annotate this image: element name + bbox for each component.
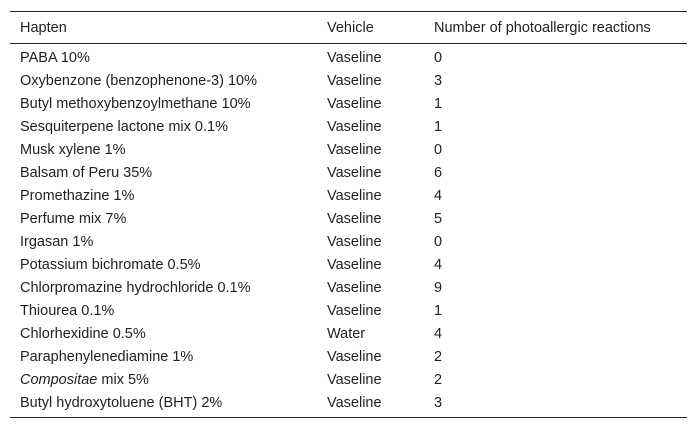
cell-hapten: Paraphenylenediamine 1%: [20, 348, 194, 365]
cell-reactions: 0: [434, 49, 443, 66]
cell-reactions: 3: [434, 394, 443, 411]
cell-reactions: 6: [434, 164, 443, 181]
cell-reactions: 9: [434, 279, 443, 296]
cell-vehicle: Vaseline: [327, 72, 382, 89]
cell-hapten: Sesquiterpene lactone mix 0.1%: [20, 118, 228, 135]
table-row: [10, 44, 687, 70]
table-row: [10, 253, 687, 276]
table-row: [10, 138, 687, 161]
header-reactions: Number of photoallergic reactions: [434, 19, 651, 36]
cell-vehicle: Vaseline: [327, 371, 382, 388]
cell-hapten: Chlorpromazine hydrochloride 0.1%: [20, 279, 251, 296]
table-row: [10, 69, 687, 92]
cell-hapten: Irgasan 1%: [20, 233, 94, 250]
haptens-table: [10, 11, 687, 418]
cell-hapten: Butyl hydroxytoluene (BHT) 2%: [20, 394, 223, 411]
cell-reactions: 2: [434, 348, 443, 365]
cell-vehicle: Vaseline: [327, 302, 382, 319]
cell-vehicle: Vaseline: [327, 256, 382, 273]
cell-reactions: 0: [434, 141, 443, 158]
cell-reactions: 4: [434, 325, 443, 342]
table-header-row: [10, 12, 687, 44]
cell-hapten: [10, 368, 317, 391]
cell-hapten: PABA 10%: [20, 49, 90, 66]
cell-reactions: 2: [434, 371, 443, 388]
cell-reactions: 4: [434, 256, 443, 273]
cell-reactions: 1: [434, 118, 443, 135]
cell-hapten: Thiourea 0.1%: [20, 302, 115, 319]
cell-reactions: 1: [434, 302, 443, 319]
cell-vehicle: Vaseline: [327, 164, 382, 181]
table-row: [10, 115, 687, 138]
table-row: [10, 322, 687, 345]
cell-hapten: Potassium bichromate 0.5%: [20, 256, 201, 273]
cell-reactions: 4: [434, 187, 443, 204]
table-row: [10, 345, 687, 368]
table-row: [10, 184, 687, 207]
table-row: [10, 207, 687, 230]
header-hapten: Hapten: [20, 19, 67, 36]
cell-reactions: 5: [434, 210, 443, 227]
cell-reactions: 0: [434, 233, 443, 250]
cell-vehicle: Vaseline: [327, 233, 382, 250]
cell-vehicle: Vaseline: [327, 141, 382, 158]
cell-vehicle: Water: [327, 325, 366, 342]
cell-hapten: Promethazine 1%: [20, 187, 135, 204]
table-row: [10, 368, 687, 391]
cell-hapten: Butyl methoxybenzoylmethane 10%: [20, 95, 251, 112]
hapten-italic-part: Compositae: [20, 371, 98, 388]
cell-vehicle: Vaseline: [327, 394, 382, 411]
hapten-rest-part: mix 5%: [97, 371, 149, 388]
cell-vehicle: Vaseline: [327, 210, 382, 227]
cell-reactions: 3: [434, 72, 443, 89]
cell-reactions: 1: [434, 95, 443, 112]
table-row: [10, 92, 687, 115]
table-row: [10, 299, 687, 322]
table-row: [10, 276, 687, 299]
table-row: [10, 230, 687, 253]
table-row: [10, 391, 687, 418]
cell-vehicle: Vaseline: [327, 348, 382, 365]
header-vehicle: Vehicle: [327, 19, 374, 36]
cell-vehicle: Vaseline: [327, 49, 382, 66]
cell-vehicle: Vaseline: [327, 187, 382, 204]
table-row: [10, 161, 687, 184]
haptens-table-container: [10, 11, 687, 418]
cell-hapten: Oxybenzone (benzophenone-3) 10%: [20, 72, 257, 89]
cell-vehicle: Vaseline: [327, 279, 382, 296]
cell-hapten: Musk xylene 1%: [20, 141, 126, 158]
cell-vehicle: Vaseline: [327, 118, 382, 135]
cell-hapten: Balsam of Peru 35%: [20, 164, 153, 181]
cell-hapten: Perfume mix 7%: [20, 210, 127, 227]
cell-hapten: Chlorhexidine 0.5%: [20, 325, 146, 342]
cell-vehicle: Vaseline: [327, 95, 382, 112]
